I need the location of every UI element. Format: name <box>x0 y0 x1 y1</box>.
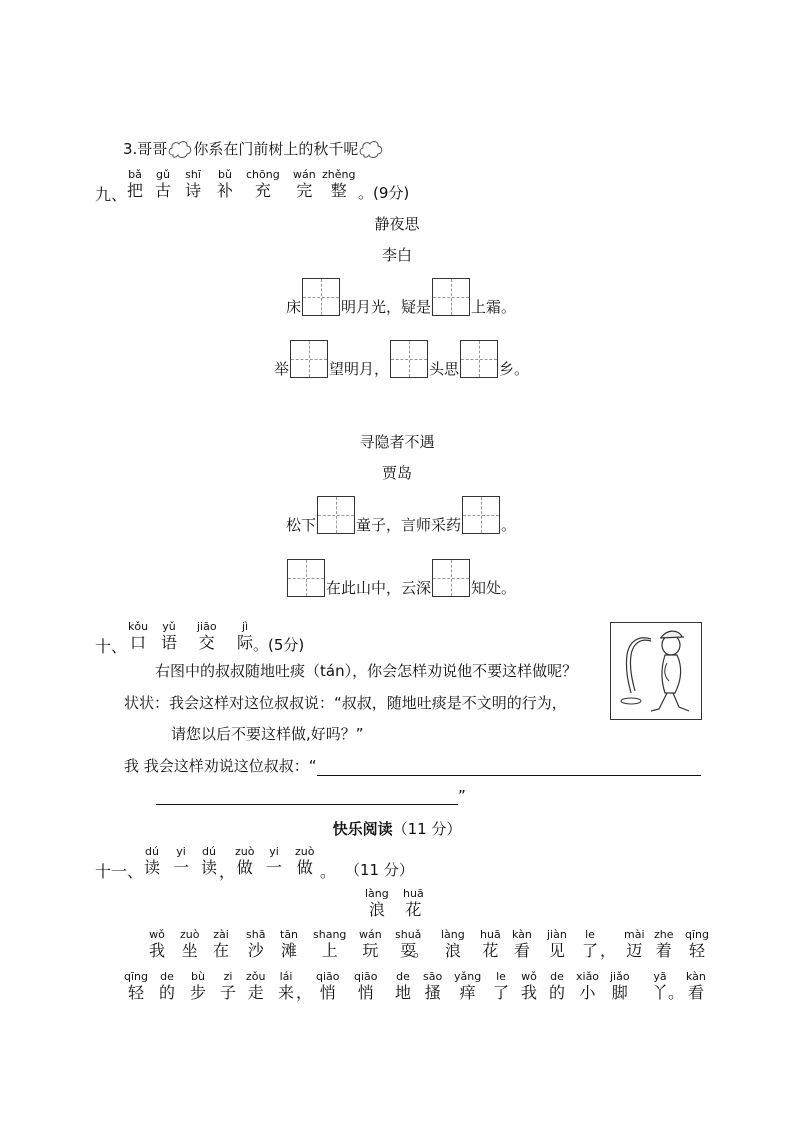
story-title <box>365 887 445 923</box>
pinyin-char: shī 诗 <box>185 168 202 200</box>
pinyin-char: wǒ 我 <box>521 970 538 1002</box>
q10-example-line-1: 状状：我会这样对这位叔叔说：“叔叔，随地吐痰是不文明的行为， <box>124 694 567 712</box>
writing-grid-box[interactable] <box>432 559 470 597</box>
pinyin-char: de 的 <box>549 970 566 1002</box>
writing-grid-box[interactable] <box>460 340 498 378</box>
pinyin-char: bù 步 <box>190 970 207 1002</box>
pinyin-char: dú 读 <box>201 845 218 877</box>
section-title: 快乐阅读（11 分） <box>332 820 462 838</box>
pinyin-char: de 地 <box>395 970 412 1002</box>
pinyin-char: zuò 做 <box>295 845 315 877</box>
pinyin-char: bǔ 补 <box>217 168 234 200</box>
pinyin-char: de 的 <box>159 970 176 1002</box>
story-line-2 <box>120 970 720 1006</box>
pinyin-char: wǒ 我 <box>149 928 166 960</box>
pinyin-char: zǒu 走 <box>246 970 266 1002</box>
writing-grid-box[interactable] <box>287 559 325 597</box>
pinyin-char: jiǎo 脚 <box>610 970 630 1002</box>
q9-number: 九、 <box>95 185 128 204</box>
poem-1-line-2: 举 望明月， 头思 乡。 <box>274 340 529 379</box>
pinyin-char: gǔ 古 <box>155 168 172 200</box>
pinyin-char: zi 子 <box>220 970 237 1002</box>
pinyin-char: xiǎo 小 <box>576 970 600 1002</box>
pinyin-char: kǒu 口 <box>128 620 149 652</box>
q10-answer-line-1 <box>124 755 701 776</box>
q10-score: 。(5分) <box>253 636 305 654</box>
poem-1-author: 李白 <box>381 246 412 264</box>
poem-1-line-1: 床 明月光，疑是 上霜。 <box>286 278 516 317</box>
pinyin-char: kàn 看 <box>512 928 532 960</box>
pinyin-char: kàn 看 <box>686 970 706 1002</box>
writing-grid-box[interactable] <box>317 496 355 534</box>
pinyin-char: zài 在 <box>213 928 230 960</box>
writing-grid-box[interactable] <box>290 340 328 378</box>
poem-1-title: 静夜思 <box>374 215 420 233</box>
q10-answer-line-2 <box>156 787 466 805</box>
pinyin-char: chōng 充 <box>246 168 280 200</box>
answer-blank-line[interactable] <box>156 790 458 805</box>
pinyin-char: shā 沙 <box>246 928 266 960</box>
pinyin-char: huā 花 <box>480 928 501 960</box>
question-3-line <box>123 138 384 161</box>
pinyin-char: shang 上 <box>313 928 347 960</box>
q10-example-line-2: 请您以后不要这样做,好吗？” <box>171 725 364 743</box>
punctuation: ， <box>600 941 617 960</box>
poem-2-author: 贾岛 <box>381 464 412 482</box>
q9-score: 。(9分) <box>358 184 410 202</box>
pinyin-char: zhěng 整 <box>322 168 356 200</box>
q10-number: 十、 <box>95 637 128 656</box>
pinyin-char: qīng 轻 <box>685 928 709 960</box>
pinyin-char: le 了 <box>493 970 510 1002</box>
spitting-man-illustration <box>610 622 702 720</box>
pinyin-char: làng 浪 <box>441 928 465 960</box>
pinyin-char: yā 丫 <box>652 970 669 1002</box>
writing-grid-box[interactable] <box>432 278 470 316</box>
pinyin-char: bǎ 把 <box>127 168 144 200</box>
punctuation: 。 <box>668 983 685 1002</box>
pinyin-char: qiāo 悄 <box>354 970 378 1002</box>
pinyin-char: làng 浪 <box>365 887 389 919</box>
pinyin-char: zhe 着 <box>654 928 674 960</box>
cloud-blank-icon <box>358 139 384 161</box>
q3-prefix: 3.哥哥 <box>123 140 168 158</box>
pinyin-char: huā 花 <box>403 887 424 919</box>
pinyin-char: jì 际 <box>237 620 254 652</box>
pinyin-char: yǔ 语 <box>161 620 178 652</box>
punctuation: ， <box>296 983 313 1002</box>
pinyin-char: qiāo 悄 <box>316 970 340 1002</box>
pinyin-char: yi 一 <box>266 845 283 877</box>
answer-blank-line[interactable] <box>317 761 701 776</box>
pinyin-char: wán 玩 <box>359 928 382 960</box>
pinyin-char: zuò 做 <box>235 845 255 877</box>
question-10-heading <box>95 620 495 656</box>
q11-number: 十一、 <box>95 862 144 881</box>
pinyin-char: dú 读 <box>144 845 161 877</box>
pinyin-char: jiāo 交 <box>197 620 217 652</box>
pinyin-char: wán 完 <box>293 168 316 200</box>
q3-middle: 你系在门前树上的秋千呢 <box>193 140 359 158</box>
pinyin-char: sāo 搔 <box>423 970 443 1002</box>
poem-2-line-1: 松下 童子，言师采药 。 <box>286 496 516 535</box>
pinyin-char: qīng 轻 <box>124 970 148 1002</box>
writing-grid-box[interactable] <box>390 340 428 378</box>
writing-grid-box[interactable] <box>302 278 340 316</box>
cloud-blank-icon <box>167 139 193 161</box>
writing-grid-box[interactable] <box>462 496 500 534</box>
man-spitting-icon <box>611 623 701 719</box>
poem-2-title: 寻隐者不遇 <box>359 433 435 451</box>
pinyin-char: yi 一 <box>173 845 190 877</box>
question-9-heading <box>95 168 794 204</box>
pinyin-char: mài 迈 <box>624 928 645 960</box>
q10-answer-prefix: 我 我会这样劝说这位叔叔：“ <box>124 757 317 775</box>
poem-2-line-2: 在此山中，云深 知处。 <box>286 559 516 598</box>
pinyin-char: tān 滩 <box>280 928 299 960</box>
pinyin-char: le 了 <box>582 928 599 960</box>
pinyin-char: shuǎ 耍 <box>395 928 422 960</box>
question-11-heading: 十一、 dú 读 yi 一 dú 读 ， zuò 做 yi 一 zuò 做 。 （11 分） <box>95 845 414 881</box>
pinyin-char: lái 来 <box>278 970 295 1002</box>
q10-prompt: 右图中的叔叔随地吐痰（tán），你会怎样劝说他不要这样做呢？ <box>155 662 578 680</box>
story-line-1 <box>145 928 725 964</box>
q11-score: （11 分） <box>345 861 414 879</box>
pinyin-char: yǎng 痒 <box>454 970 482 1002</box>
punctuation: 。 <box>413 941 430 960</box>
pinyin-char: zuò 坐 <box>180 928 200 960</box>
pinyin-char: jiàn 见 <box>547 928 567 960</box>
q10-answer-end: ” <box>458 787 466 805</box>
